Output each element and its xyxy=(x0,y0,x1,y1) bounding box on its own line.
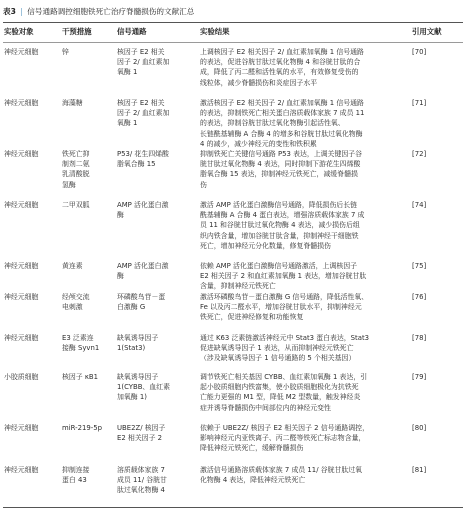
cell-intervention: 锌 xyxy=(62,48,69,56)
cell-reference: [74] xyxy=(412,201,427,209)
cell-subject: 小胶质细胞 xyxy=(4,373,39,381)
cell-reference: [75] xyxy=(412,262,427,270)
cell-result: 调节铁死亡相关基因 CYBB、血红素加氧酶 1 表达，引 起小胶质细胞内铁富集，使小胶质细胞极化为抗铁死 亡能力更强的 M1 型，降低 M2 型数量，触发神经炎 症并诱导脊髓损伤中间部位内的神经元变性 xyxy=(200,373,368,412)
cell-result: 激活核因子 E2 相关因子 2/ 血红素加氧酶 1 信号通路 的表达，抑制铁死亡相关蛋白溶质载体家族 7 成员 11 的表达，抑制谷胱甘肽过氧化物酶引起活性氧、 长链酰基辅酶 A 合酶 4 的增多和谷胱甘肽过氧化物酶 4 的减少，减少神经元的变性和铁积累 xyxy=(200,99,365,148)
cell-pathway: 缺氧诱导因子 1(CYBB、血红素 加氧酶 1) xyxy=(117,373,170,402)
cell-pathway: P53/ 花生四烯酸 脂氧合酶 15 xyxy=(117,150,169,169)
cell-subject: 神经元细胞 xyxy=(4,201,39,209)
header-pathway: 信号通路 xyxy=(117,27,147,36)
cell-subject: 神经元细胞 xyxy=(4,262,39,270)
cell-intervention: miR-219-5p xyxy=(62,424,103,432)
cell-result: 通过 K63 泛素链激活神经元中 Stat3 蛋白表达，Stat3 促进缺氧诱导因子 1 表达，从而抑制神经元铁死亡 （涉及缺氧诱导因子 1 信号通路的 5 个相关基因） xyxy=(200,334,370,363)
header-subject: 实验对象 xyxy=(4,27,34,36)
cell-intervention: 经颅交流 电刺激 xyxy=(62,293,90,312)
table-header-rule xyxy=(3,42,463,43)
cell-result: 依赖于 UBE2Z/ 核因子 E2 相关因子 2 信号通路调控， 影响神经元内亚铁离子、丙二醛等铁死亡标志物含量， 降低神经元铁死亡，缓解脊髓损伤 xyxy=(200,424,369,453)
cell-subject: 神经元细胞 xyxy=(4,293,39,301)
cell-reference: [71] xyxy=(412,99,427,107)
cell-pathway: AMP 活化蛋白激 酶 xyxy=(117,201,169,220)
table-bottom-rule xyxy=(3,507,463,508)
cell-pathway: UBE2Z/ 核因子 E2 相关因子 2 xyxy=(117,424,166,443)
caption-separator: | xyxy=(20,7,23,16)
cell-intervention: 黄连素 xyxy=(62,262,83,270)
table-title: 信号通路调控细胞铁死亡治疗脊髓损伤的文献汇总 xyxy=(27,7,195,16)
cell-intervention: E3 泛素连 接酶 Syvn1 xyxy=(62,334,100,353)
cell-result: 激活环磷酸鸟苷－蛋白激酶 G 信号通路，降低活性氧、 Fe 以及丙二醛水平，增加谷胱甘肽水平，抑制神经元 铁死亡，促进神经修复和功能恢复 xyxy=(200,293,369,322)
cell-pathway: 缺氧诱导因子 1(Stat3) xyxy=(117,334,159,353)
cell-intervention: 抑制连接 蛋白 43 xyxy=(62,466,90,485)
cell-pathway: AMP 活化蛋白激 酶 xyxy=(117,262,169,281)
cell-reference: [78] xyxy=(412,334,427,342)
header-result: 实验结果 xyxy=(200,27,230,36)
cell-result: 激活 AMP 活化蛋白激酶信号通路，降低损伤后长链 酰基辅酶 A 合酶 4 蛋白表达，增强溶质载体家族 7 成 员 11 和谷胱甘肽过氧化物酶 4 表达，减少损伤后组 织内铁含量，增加谷胱甘肽含量，抑制神经干细胞铁 死亡，增加神经元分化数量，修复脊髓损伤 xyxy=(200,201,365,250)
table-top-rule xyxy=(3,22,463,23)
cell-reference: [81] xyxy=(412,466,427,474)
cell-intervention: 核因子 κB1 xyxy=(62,373,99,381)
cell-pathway: 环磷酸鸟苷－蛋 白激酶 G xyxy=(117,293,166,312)
cell-subject: 神经元细胞 xyxy=(4,150,39,158)
header-reference: 引用文献 xyxy=(412,27,442,36)
cell-intervention: 海藻糖 xyxy=(62,99,83,107)
cell-reference: [70] xyxy=(412,48,427,56)
cell-pathway: 溶质载体家族 7 成员 11/ 谷胱甘 肽过氧化物酶 4 xyxy=(117,466,167,495)
cell-intervention: 铁死亡抑 制剂二氨 乳清酸脱 氢酶 xyxy=(62,150,90,189)
header-intervention: 干预措施 xyxy=(62,27,92,36)
cell-reference: [76] xyxy=(412,293,427,301)
table-number: 表3 xyxy=(3,7,16,16)
cell-subject: 神经元细胞 xyxy=(4,48,39,56)
cell-pathway: 核因子 E2 相关 因子 2/ 血红素加 氧酶 1 xyxy=(117,48,170,77)
cell-subject: 神经元细胞 xyxy=(4,424,39,432)
cell-result: 抑制铁死亡关键信号通路 P53 表达，上调关键因子谷 胱甘肽过氧化物酶 4 表达，同时抑制下游花生四烯酸 脂氧合酶 15 表达，抑制神经元铁死亡，减缓脊髓损 伤 xyxy=(200,150,363,189)
cell-reference: [79] xyxy=(412,373,427,381)
cell-reference: [72] xyxy=(412,150,427,158)
cell-subject: 神经元细胞 xyxy=(4,466,39,474)
cell-result: 上调核因子 E2 相关因子 2/ 血红素加氧酶 1 信号通路 的表达，促进谷胱甘肽过氧化物酶 4 和谷胱甘肽的合 成，降低了丙二醛和活性氧的水平，有效修复受伤的 线粒体，减少脊髓损伤和炎症因子水平 xyxy=(200,48,364,87)
cell-intervention: 二甲双胍 xyxy=(62,201,90,209)
cell-pathway: 核因子 E2 相关 因子 2/ 血红素加 氧酶 1 xyxy=(117,99,170,128)
cell-result: 依赖 AMP 活化蛋白激酶信号通路激活，上调核因子 E2 相关因子 2 和血红素加氧酶 1 表达，增加谷胱甘肽 含量，抑制神经元铁死亡 xyxy=(200,262,367,291)
table-caption xyxy=(3,6,463,17)
cell-subject: 神经元细胞 xyxy=(4,99,39,107)
cell-reference: [80] xyxy=(412,424,427,432)
cell-result: 激活信号通路溶质载体家族 7 成员 11/ 谷胱甘肽过氧 化物酶 4 表达，降低神经元铁死亡 xyxy=(200,466,363,485)
cell-subject: 神经元细胞 xyxy=(4,334,39,342)
